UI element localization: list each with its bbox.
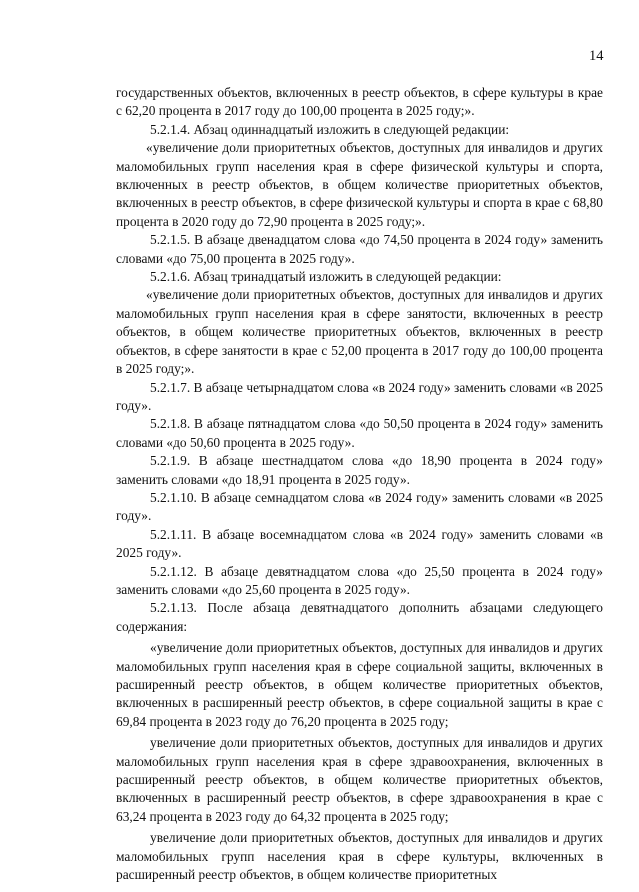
paragraph: 5.2.1.4. Абзац одиннадцатый изложить в следующей редакции: [150,121,510,137]
paragraph: 5.2.1.7. В абзаце четырнадцатом слова «в 2024 году» заменить словами «в 2025 году». [116,379,603,413]
paragraph: 5.2.1.9. В абзаце шестнадцатом слова «до 18,90 процента в 2024 году» заменить словами «до 18,91 процента в 2025 году». [116,453,603,487]
paragraph: увеличение доли приоритетных объектов, доступных для инвалидов и других маломобильных групп населения края в сфере здравоохранения, включенных в расширенный реестр объектов, в общем количестве приоритетных объектов, включенных в расширенный реестр объектов, в сфере здравоохранения в крае с 63,24 процента в 2023 году до 64,32 процента в 2025 году; [116,735,603,824]
document-body [116,84,603,884]
page-number: 14 [589,48,604,64]
paragraph: «увеличение доли приоритетных объектов, доступных для инвалидов и других маломобильных групп населения края в сфере социальной защиты, включенных в расширенный реестр объектов, в общем количестве приоритетных объектов, включенных в расширенный реестр объектов, в сфере социальной защиты в крае с 69,84 процента в 2023 году до 76,20 процента в 2025 году; [116,640,603,729]
paragraph: 5.2.1.10. В абзаце семнадцатом слова «в 2024 году» заменить словами «в 2025 году». [116,489,603,524]
paragraph: увеличение доли приоритетных объектов, доступных для инвалидов и других маломобильных групп населения края в сфере культуры, включенных в расширенный реестр объектов, в общем количестве приоритетных [116,830,603,883]
paragraph: «увеличение доли приоритетных объектов, доступных для инвалидов и других маломобильных групп населения края в сфере занятости, включенных в реестр объектов, в общем количестве приоритетных объектов, включенных в реестр объектов, в сфере занятости в крае с 52,00 процента в 2017 году до 100,00 процента в 2025 году;». [116,287,603,377]
paragraph: 5.2.1.8. В абзаце пятнадцатом слова «до 50,50 процента в 2024 году» заменить словами «до 50,60 процента в 2025 году». [116,416,603,450]
paragraph: 5.2.1.11. В абзаце восемнадцатом слова «в 2024 году» заменить словами «в 2025 году». [116,526,603,561]
paragraph: 5.2.1.12. В абзаце девятнадцатом слова «до 25,50 процента в 2024 году» заменить словами «до 25,60 процента в 2025 году». [116,563,603,597]
paragraph: «увеличение доли приоритетных объектов, доступных для инвалидов и других маломобильных групп населения края в сфере физической культуры и спорта, включенных в реестр объектов, в общем количестве приоритетных объектов, включенных в реестр объектов, в сфере физической культуры и спорта в крае с 68,80 процента в 2020 году до 72,90 процента в 2025 году;». [116,140,603,229]
paragraph: 5.2.1.13. После абзаца девятнадцатого дополнить абзацами следующего содержания: [116,600,603,634]
paragraph: 5.2.1.5. В абзаце двенадцатом слова «до 74,50 процента в 2024 году» заменить словами «до 75,00 процента в 2025 году». [116,232,603,266]
paragraph: государственных объектов, включенных в реестр объектов, в сфере культуры в крае с 62,20 процента в 2017 году до 100,00 процента в 2025 году;». [116,85,603,119]
paragraph: 5.2.1.6. Абзац тринадцатый изложить в следующей редакции: [150,269,502,285]
